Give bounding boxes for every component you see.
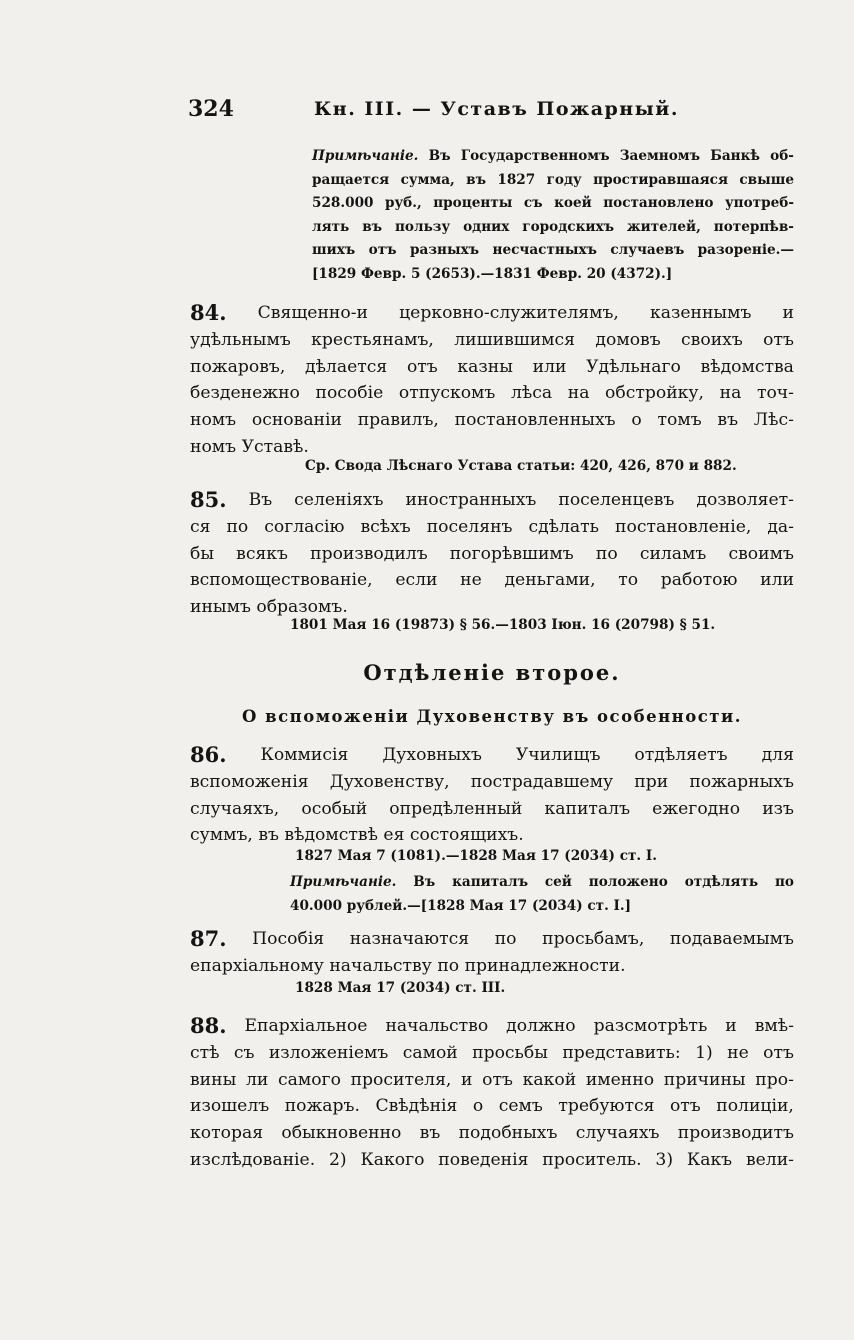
word: своихъ [681, 329, 743, 350]
word: начальство [385, 1016, 489, 1036]
word: Удѣльнаго [586, 356, 681, 377]
text-line [190, 796, 794, 823]
word: силамъ [639, 543, 707, 564]
word: томъ [657, 410, 702, 431]
article-number: 84. [190, 300, 227, 325]
word: или [760, 570, 794, 591]
word: должно [506, 1016, 576, 1036]
text-line [190, 1120, 794, 1147]
word: ращается [312, 171, 390, 188]
word: всякъ [236, 543, 288, 564]
word: потерпѣв- [713, 218, 794, 235]
word: номъ Уставѣ. [190, 436, 309, 457]
text-line [190, 487, 794, 514]
text-line [190, 1093, 794, 1120]
word: случаяхъ, [190, 798, 280, 819]
word: какой [522, 1069, 577, 1090]
word: руб., [384, 195, 422, 212]
word: одних [463, 218, 510, 235]
word: правилъ, [357, 410, 439, 431]
word: положено [588, 874, 668, 890]
word: по [494, 929, 517, 949]
article-86 [190, 742, 794, 849]
word: по [774, 874, 794, 890]
word: безденежно [190, 383, 300, 404]
word: 3) [655, 1149, 674, 1170]
word: изошелъ [190, 1096, 270, 1117]
word: проценты [433, 195, 513, 212]
word: вины [190, 1069, 237, 1090]
text-line [190, 434, 794, 461]
word: точ- [756, 383, 794, 404]
word: Заемномъ [619, 148, 701, 164]
word: ежегодно [652, 798, 741, 819]
text-line [190, 1067, 794, 1094]
word: городскихъ [522, 218, 615, 235]
word: сдѣлать [528, 516, 600, 537]
word: пользу [394, 218, 451, 235]
word: вѣдомства [700, 356, 794, 377]
article-84 [190, 300, 794, 461]
word: при [634, 771, 669, 792]
word: году [546, 171, 582, 188]
word: если [395, 570, 438, 591]
word: отдѣлять [684, 874, 759, 890]
word: шихъ [312, 242, 356, 259]
word: отдѣляетъ [634, 745, 728, 765]
word: постановленныхъ [454, 410, 616, 431]
word: въ [362, 218, 383, 235]
text-line [290, 871, 794, 895]
word: обстройку, [605, 383, 705, 404]
word: сумма, [400, 171, 455, 188]
text-line [190, 541, 794, 568]
word: пожарныхъ [689, 771, 794, 792]
word: сей [544, 874, 572, 890]
word: опредѣленный [389, 798, 523, 819]
word: Свѣдѣнія [375, 1096, 458, 1117]
word: Лѣс- [753, 410, 794, 431]
word: несчастныхъ [492, 242, 597, 259]
text-line [190, 1040, 794, 1067]
word: Коммисія [260, 745, 349, 765]
word: епархіальному начальству по принадлежности. [190, 955, 626, 976]
word: производилъ [310, 543, 428, 564]
word: представить: [562, 1042, 681, 1063]
word: просьбамъ, [542, 929, 645, 949]
article-85 [190, 487, 794, 621]
word: погорѣвшимъ [449, 543, 574, 564]
section-title: Отдѣленіе второе. [363, 660, 621, 685]
word: казеннымъ [649, 303, 752, 323]
word: изложеніемъ [268, 1042, 389, 1063]
word: лишившимся [454, 329, 576, 350]
word: изъ [762, 798, 794, 819]
word: назначаются [349, 929, 470, 949]
text-line [190, 822, 794, 849]
word: ли [245, 1069, 269, 1090]
word: Въ [428, 148, 451, 164]
word: [1829 Февр. 5 (2653).—1831 Февр. 20 (4372).] [312, 265, 673, 282]
word: отъ [406, 356, 438, 377]
article-87 [190, 926, 794, 980]
word: для [761, 745, 794, 765]
word: ся [190, 516, 211, 537]
word: пособіе [315, 383, 384, 404]
word: суммъ, въ вѣдомствѣ ея состоящихъ. [190, 825, 524, 846]
word: которая [190, 1123, 264, 1144]
word: крестьянамъ, [311, 329, 434, 350]
word: свыше [739, 171, 794, 188]
article-number: 85. [190, 487, 227, 512]
word: то [618, 570, 639, 591]
article-number: 86. [190, 742, 227, 767]
word: Епархіальное [244, 1016, 368, 1036]
word: поселенцевъ [558, 490, 675, 510]
text-line [290, 895, 794, 919]
word: работою [660, 570, 738, 591]
word: вмѣ- [754, 1016, 794, 1036]
word: пострадавшему [470, 771, 614, 792]
text-line [312, 239, 794, 263]
text-line [190, 567, 794, 594]
article-86-source: 1827 Мая 7 (1081).—1828 Мая 17 (2034) ст. I. [295, 848, 657, 864]
word: по [595, 543, 618, 564]
word: своимъ [728, 543, 794, 564]
word: съ [523, 195, 543, 212]
word: пожаръ. [284, 1096, 360, 1117]
word: отъ [669, 1096, 701, 1117]
word: самой [402, 1042, 458, 1063]
word: коей [554, 195, 592, 212]
word: 1) [695, 1042, 713, 1063]
word: про- [755, 1069, 794, 1090]
word: удѣльнымъ [190, 329, 291, 350]
word: Духовныхъ [382, 745, 482, 765]
word: всѣхъ [360, 516, 411, 537]
word: употреб- [724, 195, 794, 212]
word: отъ [368, 242, 397, 259]
word: причины [663, 1069, 746, 1090]
word: о [472, 1096, 484, 1117]
text-line [312, 216, 794, 240]
running-head: Кн. III. — Уставъ Пожарный. [314, 98, 679, 120]
word: отпускомъ [398, 383, 496, 404]
word: согласію [264, 516, 345, 537]
word: Священно-и [257, 303, 368, 323]
word: 528.000 [312, 195, 374, 212]
word: обыкновенно [281, 1123, 402, 1144]
article-88 [190, 1013, 794, 1174]
word: домовъ [595, 329, 661, 350]
text-line [190, 514, 794, 541]
word: просьбы [472, 1042, 548, 1063]
word: Какого [360, 1149, 425, 1170]
word: да- [767, 516, 794, 537]
word: 2) [329, 1149, 347, 1170]
word: Примѣчаніе. [290, 874, 397, 890]
word: лѣса [510, 383, 553, 404]
word: или [532, 356, 567, 377]
article-number: 87. [190, 926, 227, 951]
word: поведенія [438, 1149, 529, 1170]
word: Примѣчаніе. [312, 148, 419, 164]
word: съ [233, 1042, 255, 1063]
word: Въ [248, 490, 273, 510]
word: иностранныхъ [405, 490, 537, 510]
word: об- [770, 148, 794, 164]
word: по [226, 516, 249, 537]
word: стѣ [190, 1042, 220, 1063]
text-line [190, 327, 794, 354]
text-line [312, 263, 794, 287]
word: о [631, 410, 642, 431]
text-line [190, 1147, 794, 1174]
word: церковно-служителямъ, [399, 303, 619, 323]
word: инымъ образомъ. [190, 597, 348, 618]
word: постановлено [603, 195, 714, 212]
word: 40.000 рублей.—[1828 Мая 17 (2034) ст. I.] [290, 897, 632, 914]
word: деньгами, [504, 570, 596, 591]
word: случаевъ [610, 242, 685, 259]
text-line [190, 1013, 794, 1040]
word: вспомоществованіе, [190, 570, 373, 591]
word: и [725, 1016, 737, 1036]
page-number: 324 [188, 96, 234, 122]
word: лять [312, 218, 350, 235]
word: разныхъ [410, 242, 480, 259]
article-86-note [290, 871, 794, 918]
word: и [782, 303, 794, 323]
word: семъ [498, 1096, 543, 1117]
word: особый [301, 798, 368, 819]
word: именно [585, 1069, 655, 1090]
text-line [190, 953, 794, 980]
section-subtitle: О вспоможеніи Духовенству въ особенности. [241, 707, 743, 726]
word: Какъ [686, 1149, 733, 1170]
text-line [190, 742, 794, 769]
word: простиравшаяся [593, 171, 728, 188]
article-84-source: Ср. Свода Лѣснаго Устава статьи: 420, 426, 870 и 882. [305, 458, 737, 474]
word: отъ [763, 1042, 794, 1063]
word: Училищъ [515, 745, 601, 765]
text-line [190, 380, 794, 407]
word: разсмотрѣть [593, 1016, 708, 1036]
word: не [727, 1042, 749, 1063]
word: 1827 [497, 171, 536, 188]
text-line [312, 192, 794, 216]
word: и [461, 1069, 473, 1090]
word: постановленіе, [615, 516, 752, 537]
word: случаяхъ [575, 1123, 660, 1144]
word: Государственномъ [460, 148, 610, 164]
text-line [312, 145, 794, 169]
word: подобныхъ [458, 1123, 558, 1144]
article-number: 88. [190, 1013, 227, 1038]
word: бы [190, 543, 215, 564]
word: казны [457, 356, 513, 377]
word: вели- [745, 1149, 794, 1170]
word: поселянъ [426, 516, 513, 537]
word: вспоможенія [190, 771, 309, 792]
word: Пособія [252, 929, 325, 949]
word: капиталъ [544, 798, 631, 819]
article-85-source: 1801 Мая 16 (19873) § 56.—1803 Іюн. 16 (20798) § 51. [290, 617, 716, 633]
word: въ [419, 1123, 441, 1144]
text-line [190, 769, 794, 796]
word: селеніяхъ [294, 490, 384, 510]
word: въ [717, 410, 739, 431]
page-header [186, 96, 786, 130]
text-line [190, 926, 794, 953]
word: отъ [763, 329, 794, 350]
word: не [460, 570, 482, 591]
word: на [567, 383, 590, 404]
word: Банкѣ [710, 148, 760, 164]
word: требуются [558, 1096, 655, 1117]
word: изслѣдованіе. [190, 1149, 316, 1170]
word: въ [466, 171, 486, 188]
word: дѣлается [304, 356, 388, 377]
word: основаніи [251, 410, 342, 431]
text-line [312, 169, 794, 193]
word: номъ [190, 410, 237, 431]
article-87-source: 1828 Мая 17 (2034) ст. III. [295, 980, 506, 996]
word: на [719, 383, 742, 404]
word: жителей, [626, 218, 701, 235]
note-1 [312, 145, 794, 287]
word: дозволяет- [696, 490, 794, 510]
word: Въ [413, 874, 436, 890]
word: проситель. [542, 1149, 642, 1170]
word: полиціи, [716, 1096, 794, 1117]
word: производитъ [677, 1123, 794, 1144]
text-line [190, 300, 794, 327]
text-line [190, 354, 794, 381]
word: разоренiе.— [697, 242, 794, 259]
word: просителя, [350, 1069, 452, 1090]
word: капиталъ [452, 874, 528, 890]
word: пожаровъ, [190, 356, 286, 377]
word: отъ [482, 1069, 513, 1090]
word: самого [277, 1069, 341, 1090]
text-line [190, 407, 794, 434]
word: Духовенству, [329, 771, 450, 792]
word: подаваемымъ [669, 929, 794, 949]
